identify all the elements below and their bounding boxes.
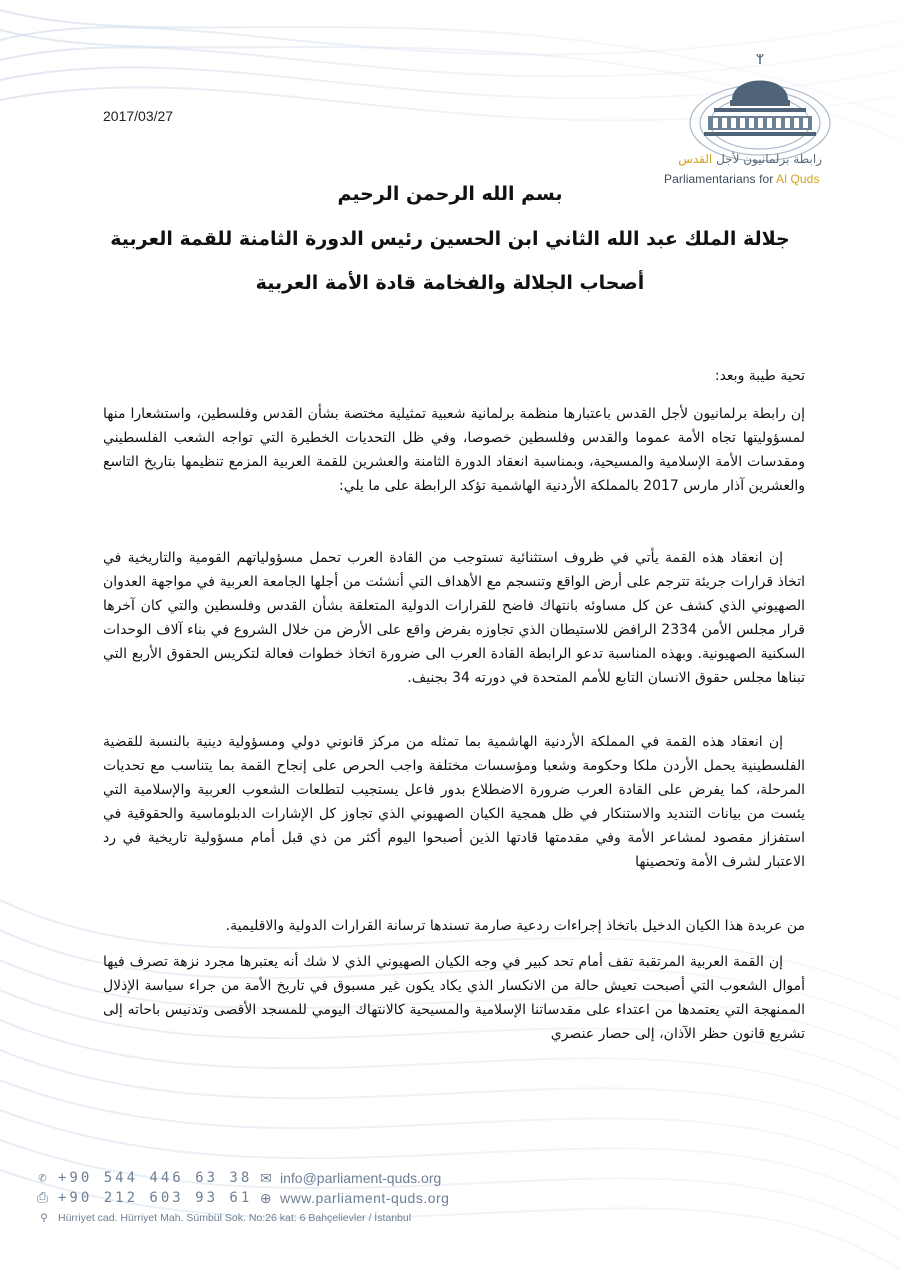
website-row[interactable] bbox=[258, 1190, 449, 1207]
globe-icon: ⊕ bbox=[259, 1190, 273, 1206]
paragraph-jordan-responsibility: إن انعقاد هذه القمة في المملكة الأردنية الهاشمية بما تمثله من مركز قانوني دولي ومسؤولية دينية بالنسبة للقضية الفلسطينية يحمل الأردن ملكا وحكومة وشعبا ومؤسسات مختلفة واجب الحرص على إنجاح القمة بما يتناسب مع تحديات المرحلة، كما يفرض على القادة العرب ضرورة الاضطلاع بدور فاعل يستجيب لتطلعات الشعوب العربية والإسلامية التي يئست من بيانات التنديد والاستنكار في ظل همجية الكيان الصهيوني الذي تجاوز كل الإشارات الدبلوماسية والحقوقية في استفزاز مقصود لمشاعر الأمة وفي مقدمتها قادتها الذين أصبحوا اليوم أكثر من ذي قبل أمام مسؤولية تاريخية في رد الاعتبار لشرف الأمة وتحصينها bbox=[103, 734, 805, 870]
fax-number: +90 212 603 93 61 bbox=[58, 1190, 253, 1206]
phone-row bbox=[36, 1170, 252, 1186]
fax-row bbox=[36, 1190, 252, 1206]
paragraph-intro: إن رابطة برلمانيون لأجل القدس باعتبارها منظمة برلمانية شعبية تمثيلية مختصة بشأن القدس وفلسطين، واستشعارا منها لمسؤوليتها تجاه الأمة عموما والقدس وفلسطين خصوصا، وفي ظل التحديات الخطيرة التي تواجه الشعب الفلسطيني ومقدسات الأمة الإسلامية والمسيحية، وبمناسبة انعقاد الدورة الثامنة والعشرين للقمة العربية المزمع تنظيمها بتاريخ التاسع والعشرين آذار مارس 2017 بالمملكة الأردنية الهاشمية تؤكد الرابطة على ما يلي: bbox=[103, 406, 805, 494]
logo-arabic-text bbox=[664, 152, 822, 166]
email-link[interactable]: info@parliament-quds.org bbox=[280, 1170, 442, 1186]
website-link[interactable]: www.parliament-quds.org bbox=[280, 1190, 450, 1206]
location-pin-icon: ⚲ bbox=[40, 1212, 48, 1224]
phone-number: +90 544 446 63 38 bbox=[58, 1170, 253, 1186]
fax-icon: ⎙ bbox=[36, 1190, 52, 1206]
letter-date: 2017/03/27 bbox=[103, 108, 174, 124]
logo-english-prefix: Parliamentarians for bbox=[664, 172, 774, 186]
basmala-heading: بسم الله الرحمن الرحيم bbox=[337, 183, 563, 205]
paragraph-deterrent-measures: من عربدة هذا الكيان الدخيل باتخاذ إجراءات ردعية صارمة تسندها ترسانة القرارات الدولية والاقليمية. bbox=[225, 918, 805, 934]
logo-arabic-accent: القدس bbox=[678, 152, 713, 166]
addressee-king-heading: جلالة الملك عبد الله الثاني ابن الحسين رئيس الدورة الثامنة للقمة العربية bbox=[110, 228, 790, 250]
dome-of-the-rock-icon bbox=[660, 48, 835, 188]
phone-icon: ✆ bbox=[38, 1170, 50, 1186]
address-row bbox=[36, 1212, 411, 1224]
logo-english-accent: Al Quds bbox=[776, 172, 820, 186]
email-row[interactable] bbox=[258, 1170, 441, 1187]
paragraph-summit-challenge: إن القمة العربية المرتقبة تقف أمام تحد كبير في وجه الكيان الصهيوني الذي لا شك أنه يعتبرها مجرد نزهة تصرف فيها أموال الشعوب التي أصبحت تعيش حالة من الانكسار الذي يكاد يكون غير مسبوق في تاريخ الأمة من جراء سياسة الإذلال الممنهجة التي يعتمدها من اعتداء على مقدساتنا الإسلامية والمسيحية كالانتهاك اليومي للمسجد الأقصى وتدنيس باحاته إلى تشريع قانون حظر الآذان، إلى حصار عنصري bbox=[103, 954, 805, 1042]
logo-arabic-prefix: رابطة برلمانيون لأجل bbox=[716, 152, 822, 166]
address-text: Hürriyet cad. Hürriyet Mah. Sümbül Sok. No:26 kat: 6 Bahçelievler / İstanbul bbox=[58, 1212, 412, 1224]
paragraph-summit-circumstances: إن انعقاد هذه القمة يأتي في ظروف استثنائية تستوجب من القادة العرب تحمل مسؤولياتهم القومية والتاريخية في اتخاذ قرارات جريئة تترجم على أرض الواقع وتنسجم مع الأهداف التي أنشئت من أجلها الجامعة العربية في مواجهة العدوان الصهيوني الذي كشف عن كل مساوئه بانتهاك فاضح للقرارات الدولية المتعلقة بشأن القدس وفلسطين والتي كان آخرها قرار مجلس الأمن 2334 الرافض للاستيطان الذي تجاوزه بفرض واقع على الأرض من خلال الشروع في بناء آلاف الوحدات السكنية الصهيونية. وبهذه المناسبة تدعو الرابطة القادة العرب الى ضرورة اتخاذ خطوات فعالة لتكريس الحقوق الأربع التي تبناها مجلس حقوق الانسان التابع للأمم المتحدة في دورته 34 بجنيف. bbox=[103, 550, 805, 686]
greeting: تحية طيبة وبعد: bbox=[714, 368, 805, 384]
addressee-leaders-heading: أصحاب الجلالة والفخامة قادة الأمة العربية bbox=[255, 272, 645, 294]
email-icon: ✉ bbox=[260, 1170, 272, 1186]
